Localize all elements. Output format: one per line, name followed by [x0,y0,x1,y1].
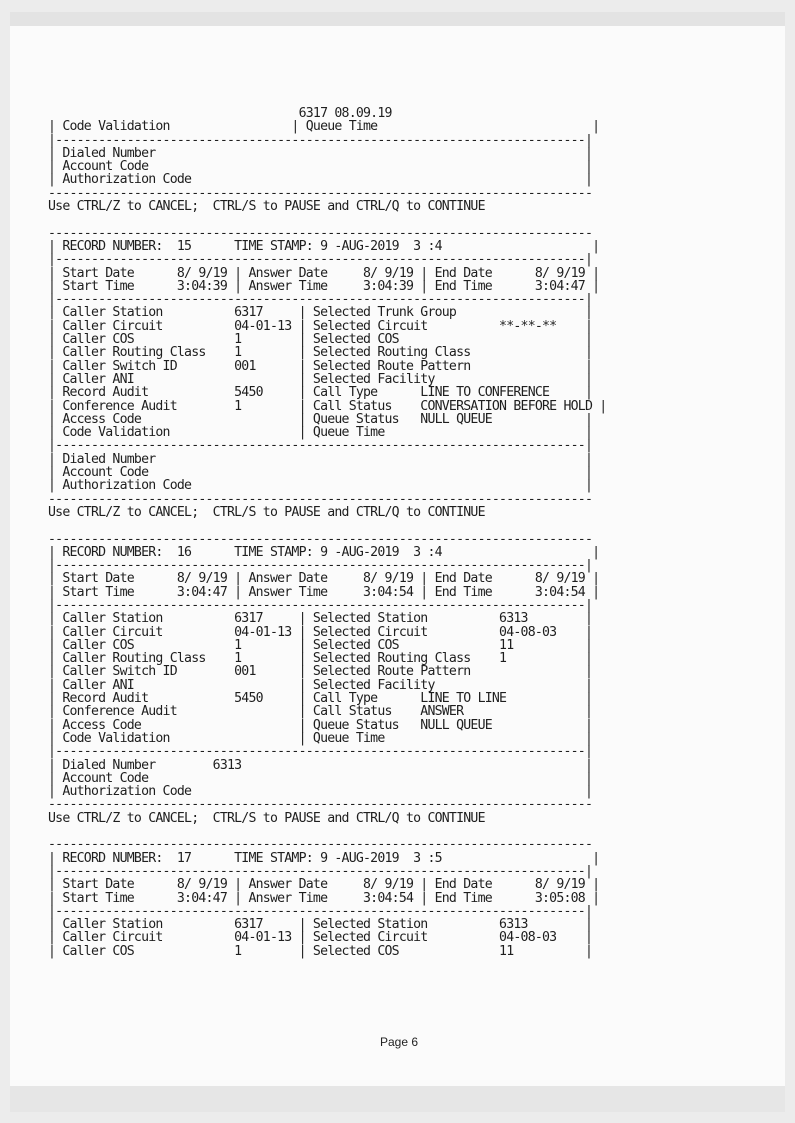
report-line: ---------------------------------------------------------------------------- [48,797,593,813]
report-line: | Caller COS 1 | Selected COS | [48,332,593,348]
report-line: ---------------------------------------------------------------------------- [48,225,593,241]
report-line: | Record Audit 5450 | Call Type LINE TO LINE | [48,691,593,707]
report-line: ---------------------------------------------------------------------------- [48,531,593,547]
report-line: | Caller Circuit 04-01-13 | Selected Circuit 04-08-03 | [48,930,593,946]
report-line: ---------------------------------------------------------------------------- [48,185,593,201]
report-line: | Dialed Number 6313 | [48,757,593,773]
report-line: | Caller Circuit 04-01-13 | Selected Circuit 04-08-03 | [48,624,593,640]
record-header-line: | RECORD NUMBER: 16 TIME STAMP: 9 -AUG-2019 3 :4 | [48,544,600,560]
scan-edge-bottom [10,1086,785,1112]
report-line: | Authorization Code | [48,478,593,494]
report-line: | Caller Circuit 04-01-13 | Selected Circuit **-**-** | [48,318,593,334]
report-line: | Account Code | [48,465,593,481]
report-line: | Start Time 3:04:47 | Answer Time 3:04:54 | End Time 3:05:08 | [48,890,600,906]
report-line: |--------------------------------------------------------------------------| [48,132,593,148]
report-line: | Dialed Number | [48,145,593,161]
control-hint-line: Use CTRL/Z to CANCEL; CTRL/S to PAUSE and CTRL/Q to CONTINUE [48,199,485,215]
control-hint-line: Use CTRL/Z to CANCEL; CTRL/S to PAUSE and CTRL/Q to CONTINUE [48,810,485,826]
scan-edge-top [10,12,785,26]
report-line: | Record Audit 5450 | Call Type LINE TO CONFERENCE | [48,385,593,401]
report-line: | Caller Switch ID 001 | Selected Route Pattern | [48,358,593,374]
report-line: | Code Validation | Queue Time | [48,425,593,441]
control-hint-line: Use CTRL/Z to CANCEL; CTRL/S to PAUSE and CTRL/Q to CONTINUE [48,504,485,520]
report-line: | Code Validation | Queue Time | [48,730,593,746]
report-line: ---------------------------------------------------------------------------- [48,837,593,853]
report-line: | Access Code | Queue Status NULL QUEUE | [48,411,593,427]
report-line: | Authorization Code | [48,172,593,188]
report-line: ---------------------------------------------------------------------------- [48,491,593,507]
report-line: | Caller Routing Class 1 | Selected Routing Class | [48,345,593,361]
report-line: |--------------------------------------------------------------------------| [48,863,593,879]
report-line: | Start Date 8/ 9/19 | Answer Date 8/ 9/19 | End Date 8/ 9/19 | [48,571,600,587]
report-line: | Start Date 8/ 9/19 | Answer Date 8/ 9/19 | End Date 8/ 9/19 | [48,877,600,893]
report-line: |--------------------------------------------------------------------------| [48,597,593,613]
report-line: | Caller Switch ID 001 | Selected Route Pattern | [48,664,593,680]
report-line: | Start Time 3:04:39 | Answer Time 3:04:39 | End Time 3:04:47 | [48,278,600,294]
report-line: | Caller ANI | Selected Facility | [48,371,593,387]
report-line: | Caller Station 6317 | Selected Station 6313 | [48,611,593,627]
report-line: | Code Validation | Queue Time | [48,119,600,135]
report-line: | Access Code | Queue Status NULL QUEUE | [48,717,593,733]
report-line: | Caller COS 1 | Selected COS 11 | [48,943,593,959]
report-line: |--------------------------------------------------------------------------| [48,558,593,574]
report-line: | Start Time 3:04:47 | Answer Time 3:04:54 | End Time 3:04:54 | [48,584,600,600]
record-header-line: | RECORD NUMBER: 17 TIME STAMP: 9 -AUG-2019 3 :5 | [48,850,600,866]
report-line: |--------------------------------------------------------------------------| [48,292,593,308]
report-line: |--------------------------------------------------------------------------| [48,903,593,919]
report-line: | Caller ANI | Selected Facility | [48,677,593,693]
report-header-line: 6317 08.09.19 [48,106,392,121]
page-number: Page 6 [380,1035,419,1049]
report-line: | Conference Audit | Call Status ANSWER | [48,704,593,720]
report-line: | Dialed Number | [48,451,593,467]
report-line: | Caller Routing Class 1 | Selected Routing Class 1 | [48,651,593,667]
report-line: | Account Code | [48,159,593,175]
report-line: | Caller Station 6317 | Selected Station 6313 | [48,917,593,933]
report-line: |--------------------------------------------------------------------------| [48,252,593,268]
report-line [48,519,708,532]
report-line [48,825,708,838]
report-line: |--------------------------------------------------------------------------| [48,744,593,760]
report-line: | Caller Station 6317 | Selected Trunk Group | [48,305,593,321]
record-header-line: | RECORD NUMBER: 15 TIME STAMP: 9 -AUG-2019 3 :4 | [48,238,600,254]
report-line [48,213,708,226]
report-line: |--------------------------------------------------------------------------| [48,438,593,454]
report-line: | Start Date 8/ 9/19 | Answer Date 8/ 9/19 | End Date 8/ 9/19 | [48,265,600,281]
report-line: | Conference Audit 1 | Call Status CONVERSATION BEFORE HOLD | [48,398,607,414]
report-line: | Authorization Code | [48,784,593,800]
call-detail-report [48,107,708,958]
report-line: | Caller COS 1 | Selected COS 11 | [48,637,593,653]
report-line: | Account Code | [48,770,593,786]
